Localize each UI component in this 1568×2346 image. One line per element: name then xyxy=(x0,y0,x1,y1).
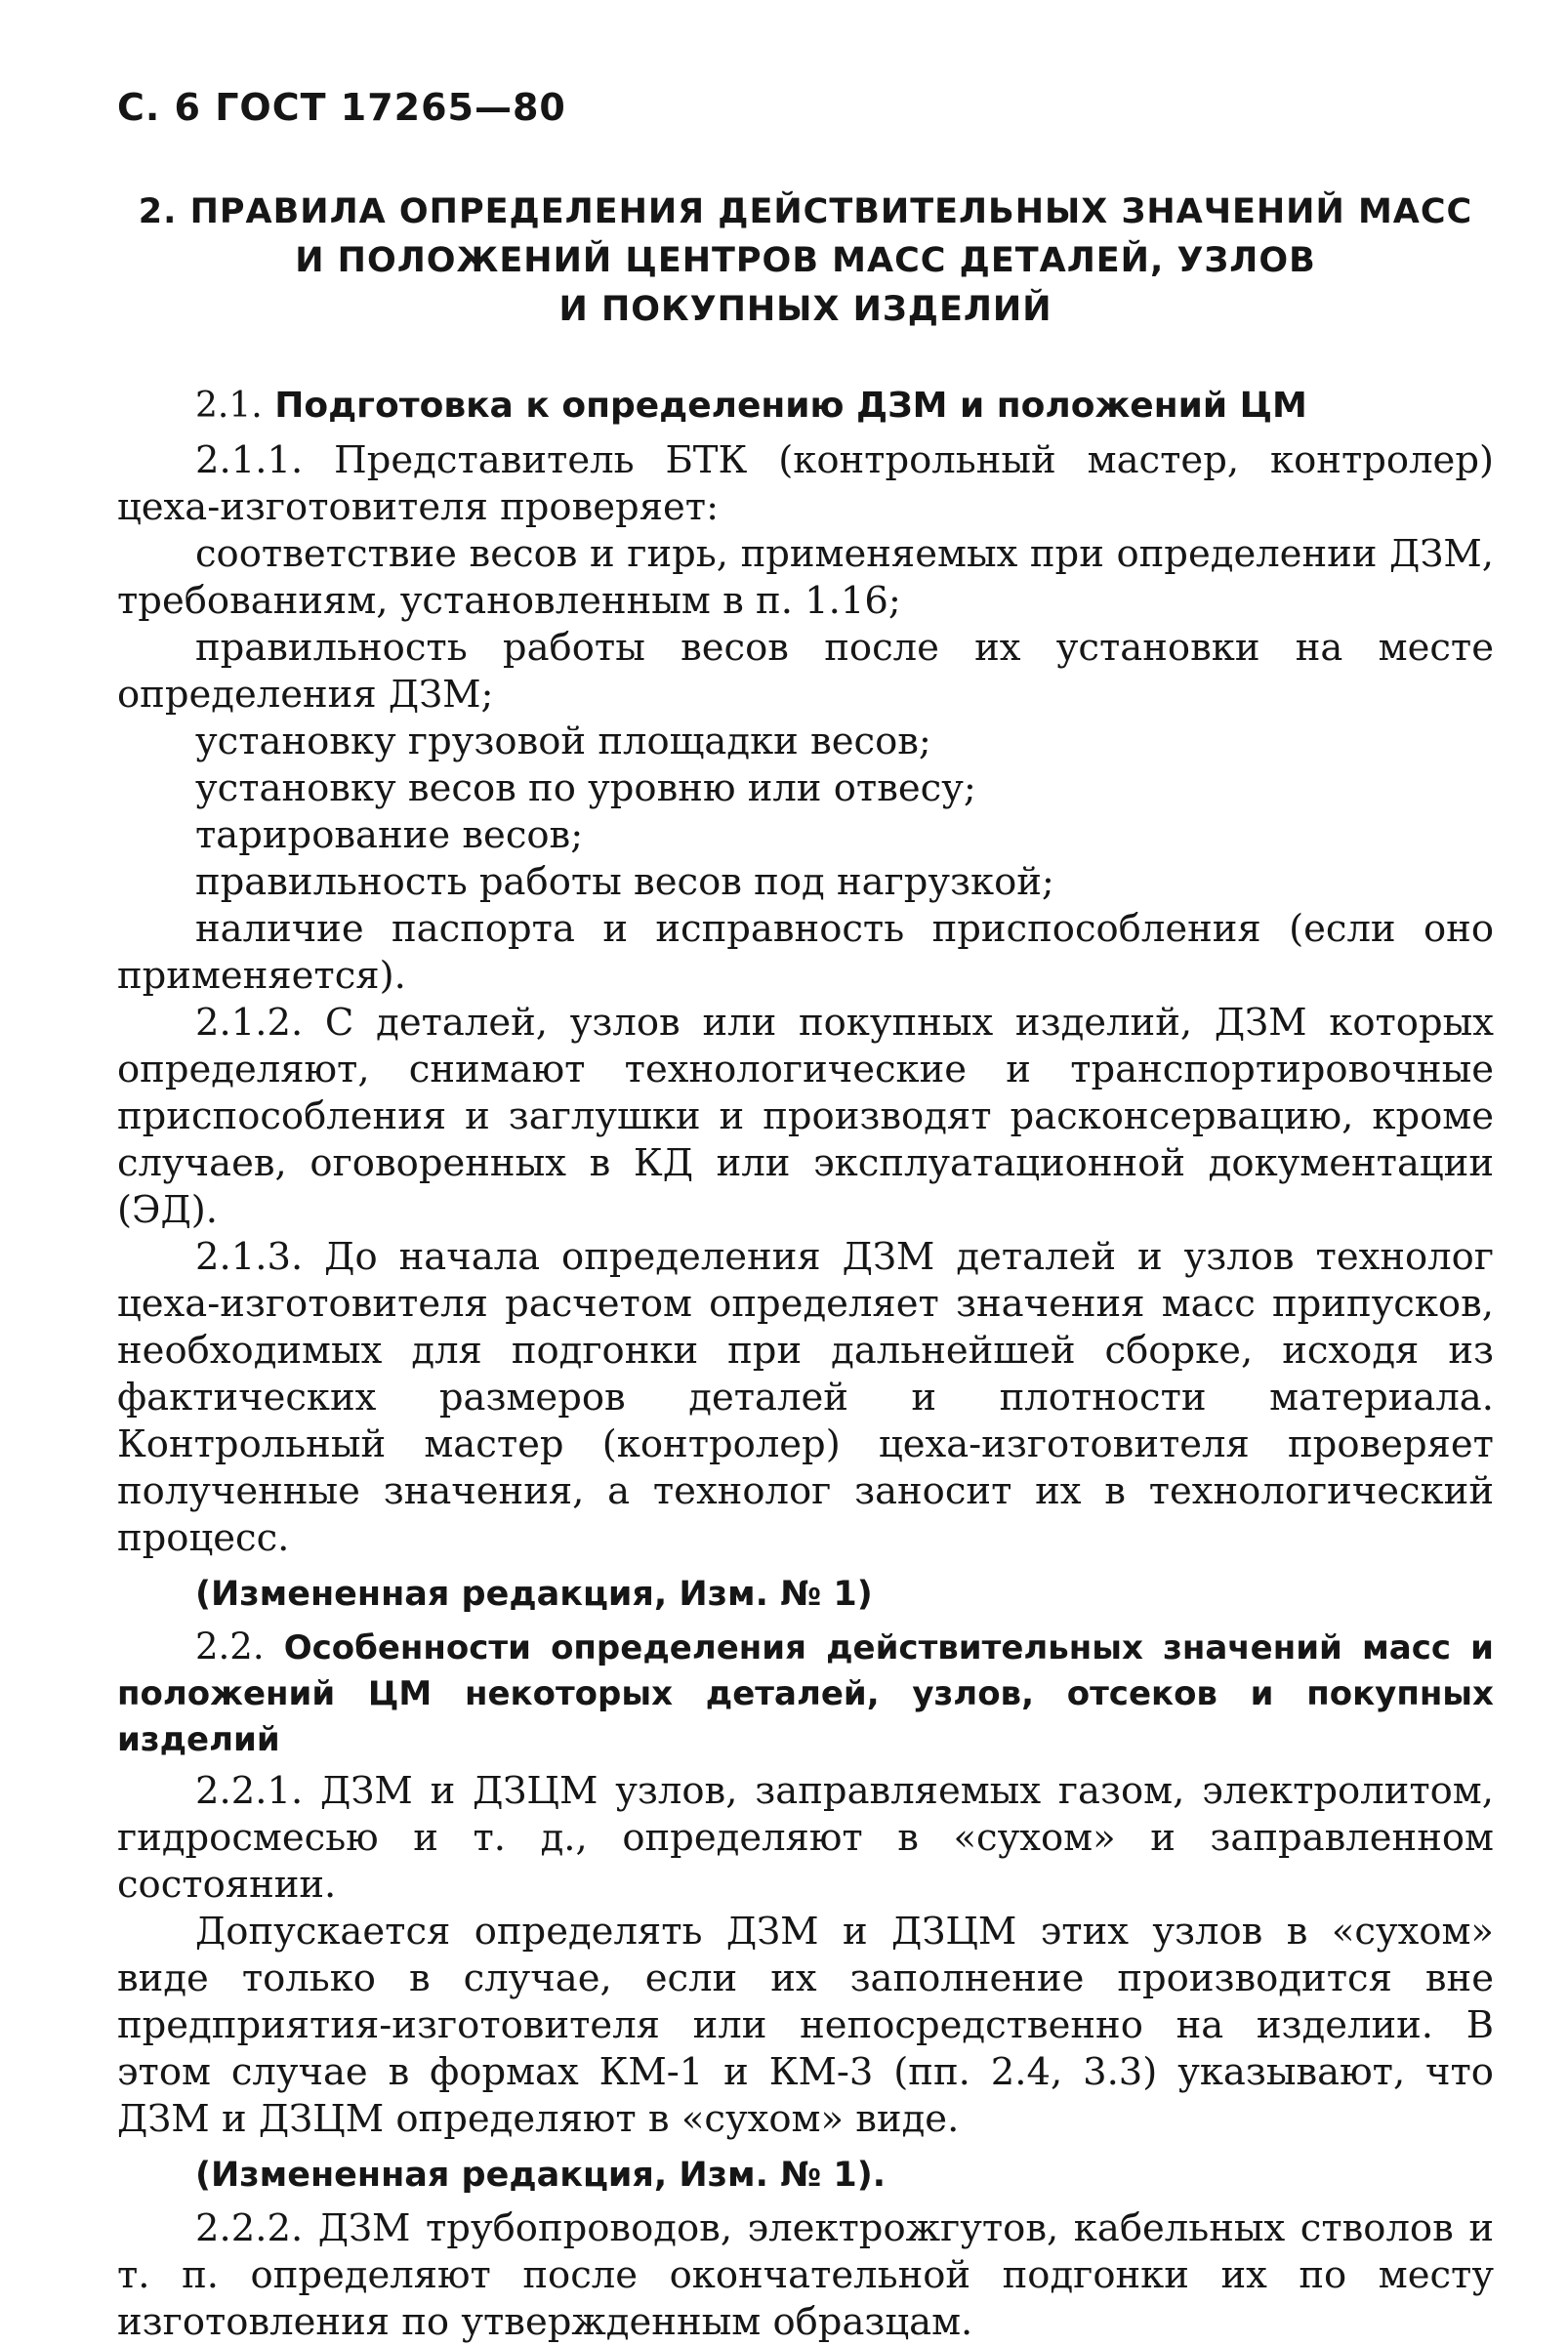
document-body xyxy=(117,383,1494,2346)
paragraph: 2.1.2. С деталей, узлов или покупных изделий, ДЗМ которых определяют, снимают технологические и транспортировочные приспособления и заглушки и производят расконсервацию, кроме случаев, оговоренных в КД или эксплуатационной документации (ЭД). xyxy=(117,1001,1494,1232)
subsection-heading-2-1 xyxy=(117,383,1494,430)
paragraph: 2.1.1. Представитель БТК (контрольный мастер, контролер) цеха-изготовителя проверяет: xyxy=(117,438,1494,529)
section-title-line: И ПОКУПНЫХ ИЗДЕЛИЙ xyxy=(558,290,1052,329)
amendment-note: (Измененная редакция, Изм. № 1). xyxy=(195,2156,887,2195)
paragraph: установку грузовой площадки весов; xyxy=(195,720,931,763)
subsection-heading-2-2 xyxy=(117,1625,1494,1762)
paragraph: правильность работы весов после их установки на месте определения ДЗМ; xyxy=(117,626,1494,717)
section-title-line: И ПОЛОЖЕНИЙ ЦЕНТРОВ МАСС ДЕТАЛЕЙ, УЗЛОВ xyxy=(295,241,1316,280)
paragraph: тарирование весов; xyxy=(195,813,584,857)
subsection-number: 2.2. xyxy=(195,1626,265,1667)
paragraph: 2.2.2. ДЗМ трубопроводов, электрожгутов, кабельных стволов и т. п. определяют после окончательной подгонки их по месту изготовления по утвержденным образцам. xyxy=(117,2206,1494,2344)
document-page xyxy=(117,86,1494,2346)
paragraph: 2.1.3. До начала определения ДЗМ деталей и узлов технолог цеха-изготовителя расчетом определяет значения масс припусков, необходимых для подгонки при дальнейшей сборке, исходя из фактических размеров деталей и плотности материала. Контрольный мастер (контролер) цеха-изготовителя проверяет полученные значения, а технолог заносит их в технологический процесс. xyxy=(117,1235,1494,1560)
paragraph: установку весов по уровню или отвесу; xyxy=(195,766,976,810)
subsection-title: Подготовка к определению ДЗМ и положений ЦМ xyxy=(274,386,1307,426)
paragraph: наличие паспорта и исправность приспособления (если оно применяется). xyxy=(117,907,1494,998)
page-header: С. 6 ГОСТ 17265—80 xyxy=(117,86,566,129)
amendment-note: (Измененная редакция, Изм. № 1) xyxy=(195,1575,873,1614)
paragraph: правильность работы весов под нагрузкой; xyxy=(195,860,1054,904)
section-title xyxy=(117,187,1494,334)
subsection-title: Особенности определения действительных значений масс и положений ЦМ некоторых деталей, узлов, отсеков и покупных изделий xyxy=(117,1628,1494,1759)
section-title-line: 2. ПРАВИЛА ОПРЕДЕЛЕНИЯ ДЕЙСТВИТЕЛЬНЫХ ЗНАЧЕНИЙ МАСС xyxy=(138,192,1473,231)
subsection-number: 2.1. xyxy=(195,386,263,426)
paragraph: соответствие весов и гирь, применяемых при определении ДЗМ, требованиям, установленным в п. 1.16; xyxy=(117,532,1494,623)
paragraph: 2.2.1. ДЗМ и ДЗЦМ узлов, заправляемых газом, электролитом, гидросмесью и т. д., определяют в «сухом» и заправленном состоянии. xyxy=(117,1769,1494,1907)
paragraph: Допускается определять ДЗМ и ДЗЦМ этих узлов в «сухом» виде только в случае, если их заполнение производится вне предприятия-изготовителя или непосредственно на изделии. В этом случае в формах КМ-1 и КМ-3 (пп. 2.4, 3.3) указывают, что ДЗМ и ДЗЦМ определяют в «сухом» виде. xyxy=(117,1910,1494,2141)
